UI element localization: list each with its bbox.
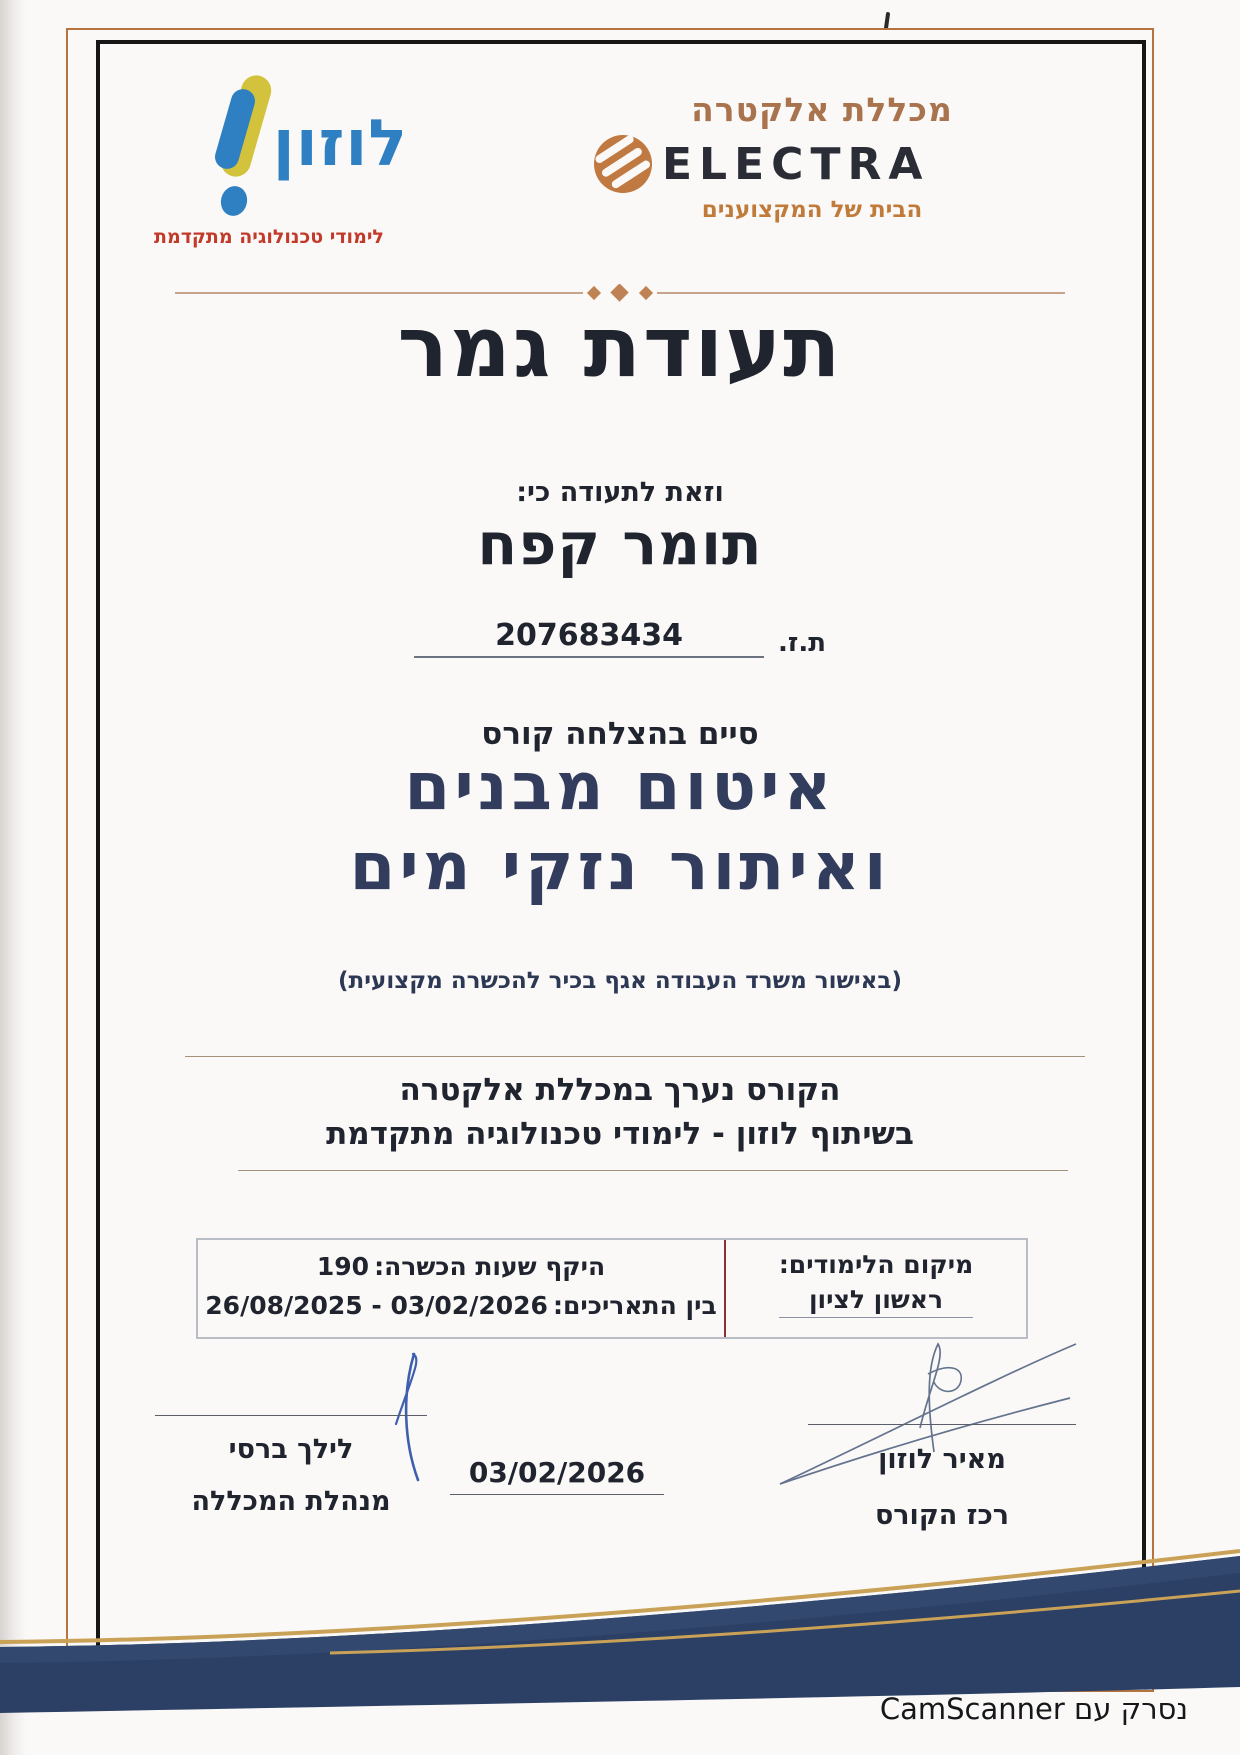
location-value: ראשון לציון bbox=[779, 1283, 973, 1318]
dates-label: בין התאריכים: bbox=[553, 1291, 717, 1320]
course-details-box bbox=[196, 1238, 1028, 1339]
id-number: 207683434 bbox=[414, 618, 764, 658]
attest-line: וזאת לתעודה כי: bbox=[516, 477, 724, 508]
electra-wordmark: ELECTRA bbox=[662, 138, 930, 190]
hours-dates-cell bbox=[198, 1240, 724, 1337]
luzon-tagline: לימודי טכנולוגיה מתקדמת bbox=[154, 226, 384, 248]
signer-role-left: מנהלת המכללה bbox=[191, 1486, 391, 1517]
signer-name-left: לילך ברסי bbox=[228, 1434, 354, 1465]
approval-note: (באישור משרד העבודה אגף בכיר להכשרה מקצועית) bbox=[338, 968, 902, 994]
course-title-line1: איטום מבנים bbox=[404, 748, 836, 825]
luzon-logo bbox=[148, 74, 408, 248]
completion-line: סיים בהצלחה קורס bbox=[481, 716, 759, 752]
certificate-date: 03/02/2026 bbox=[468, 1456, 646, 1489]
id-label: ת.ז. bbox=[778, 628, 826, 658]
electra-college-name: מכללת אלקטרה bbox=[691, 90, 953, 129]
signer-role-right: רכז הקורס bbox=[874, 1500, 1010, 1531]
course-title-line2: ואיתור נזקי מים bbox=[349, 828, 891, 905]
separator-rule-top bbox=[185, 1056, 1085, 1057]
signature-line-left bbox=[155, 1415, 427, 1416]
hours-value: 190 bbox=[316, 1252, 370, 1281]
student-name: תומר קפח bbox=[477, 510, 763, 578]
location-label: מיקום הלימודים: bbox=[778, 1250, 974, 1279]
signature-line-right bbox=[808, 1424, 1076, 1425]
exclamation-icon bbox=[205, 74, 271, 224]
conducted-line1: הקורס נערך במכללת אלקטרה bbox=[399, 1072, 841, 1108]
camscanner-note: נסרק עם CamScanner bbox=[879, 1692, 1188, 1726]
luzon-wordmark: לוזון bbox=[272, 107, 408, 181]
signer-name-right: מאיר לוזון bbox=[878, 1444, 1006, 1475]
electra-logo bbox=[592, 90, 992, 223]
certificate-title: תעודת גמר bbox=[397, 298, 843, 396]
dates-value: 26/08/2025 - 03/02/2026 bbox=[205, 1291, 548, 1320]
electra-tagline: הבית של המקצוענים bbox=[701, 197, 923, 223]
electra-stripes-circle-icon bbox=[592, 133, 654, 195]
hours-label: היקף שעות הכשרה: bbox=[374, 1252, 606, 1281]
separator-rule-bottom bbox=[238, 1170, 1068, 1171]
location-cell bbox=[724, 1240, 1026, 1337]
conducted-line2: בשיתוף לוזון - לימודי טכנולוגיה מתקדמת bbox=[326, 1116, 914, 1152]
id-row bbox=[0, 618, 1240, 658]
exclamation-dot bbox=[218, 183, 250, 218]
